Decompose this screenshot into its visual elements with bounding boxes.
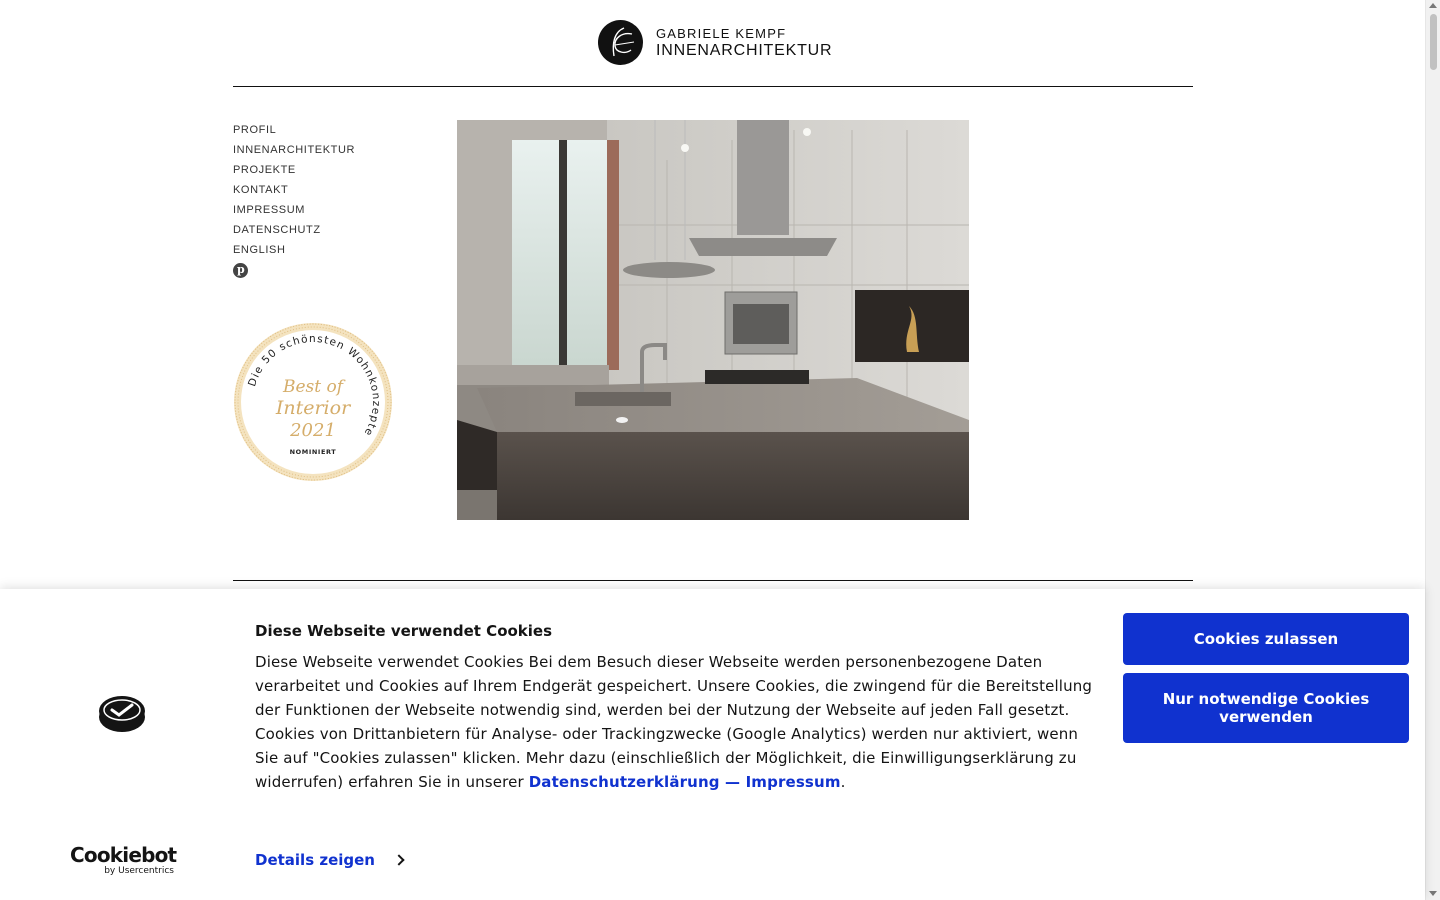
badge-status: NOMINIERT <box>289 448 337 456</box>
necessary-cookies-button[interactable]: Nur notwendige Cookies verwenden <box>1123 673 1409 743</box>
site-logo[interactable] <box>598 20 832 65</box>
header-divider <box>233 86 1193 87</box>
badge-ring-text: Die 50 schönsten Wohnkonzepte <box>246 332 383 439</box>
nav-link[interactable]: IMPRESSUM <box>233 204 306 216</box>
nav-item-projekte[interactable] <box>233 163 355 183</box>
nav-item-profil[interactable] <box>233 123 355 143</box>
badge-script-line2: Interior <box>275 397 351 419</box>
cookie-text <box>255 650 1105 794</box>
details-label: Details zeigen <box>255 851 375 869</box>
nav-item-innenarchitektur[interactable] <box>233 143 355 163</box>
award-badge <box>233 322 393 482</box>
cookie-banner <box>0 589 1425 900</box>
privacy-link[interactable]: Datenschutzerklärung — Impressum <box>528 773 841 791</box>
brand-name: GABRIELE KEMPF <box>656 25 787 41</box>
main-nav <box>233 123 355 263</box>
scroll-thumb[interactable] <box>1430 14 1437 70</box>
content-divider <box>233 580 1193 581</box>
allow-cookies-button[interactable]: Cookies zulassen <box>1123 613 1409 665</box>
badge-year: 2021 <box>290 420 336 441</box>
cookie-title: Diese Webseite verwendet Cookies <box>255 622 553 640</box>
nav-link[interactable]: PROFIL <box>233 124 277 136</box>
scroll-down-arrow-icon[interactable] <box>1429 891 1437 896</box>
brand-wordmark <box>656 27 832 59</box>
cookiebot-logo[interactable] <box>70 843 177 876</box>
cookiebot-sub: by Usercentrics <box>104 866 174 876</box>
nav-item-impressum[interactable] <box>233 203 355 223</box>
kg-monogram-icon <box>598 20 643 65</box>
kitchen-photo <box>457 120 969 520</box>
pinterest-icon[interactable]: p <box>233 263 248 278</box>
nav-link[interactable]: KONTAKT <box>233 184 289 196</box>
brand-tagline: INNENARCHITEKTUR <box>656 41 833 59</box>
page-scrollbar[interactable] <box>1425 0 1440 900</box>
cookie-text-end: . <box>840 773 846 791</box>
cookie-icon <box>98 695 146 737</box>
chevron-right-icon <box>393 854 404 865</box>
site-header <box>0 0 1425 87</box>
nav-link[interactable]: DATENSCHUTZ <box>233 224 321 236</box>
badge-script-line1: Best of <box>282 377 344 397</box>
nav-item-datenschutz[interactable] <box>233 223 355 243</box>
nav-link[interactable]: ENGLISH <box>233 244 286 256</box>
cookiebot-name: Cookiebot <box>70 843 177 867</box>
details-toggle[interactable] <box>255 851 403 869</box>
award-badge-graphic <box>233 322 393 482</box>
nav-item-kontakt[interactable] <box>233 183 355 203</box>
nav-item-english[interactable] <box>233 243 355 263</box>
nav-link[interactable]: PROJEKTE <box>233 164 296 176</box>
cookie-body: Diese Webseite verwendet Cookies Bei dem Besuch dieser Webseite werden personenbezogene Daten verarbeitet und Cookies auf Ihrem Endgerät gespeichert. Unsere Cookies, die zwingend für die Bereitstellung der Funktionen der Webseite notwendig sind, werden bei der Nutzung der Webseite auf jeden Fall gesetzt. Cookies von Drittanbietern für Analyse- oder Trackingzwecke (Google Analytics) werden nur aktiviert, wenn Sie auf "Cookies zulassen" klicken. Mehr dazu (einschließlich der Möglichkeit, die Einwilligungserklärung zu widerrufen) erfahren Sie in unserer <box>255 653 1093 791</box>
scroll-up-arrow-icon[interactable] <box>1429 3 1437 8</box>
nav-link[interactable]: INNENARCHITEKTUR <box>233 144 356 156</box>
